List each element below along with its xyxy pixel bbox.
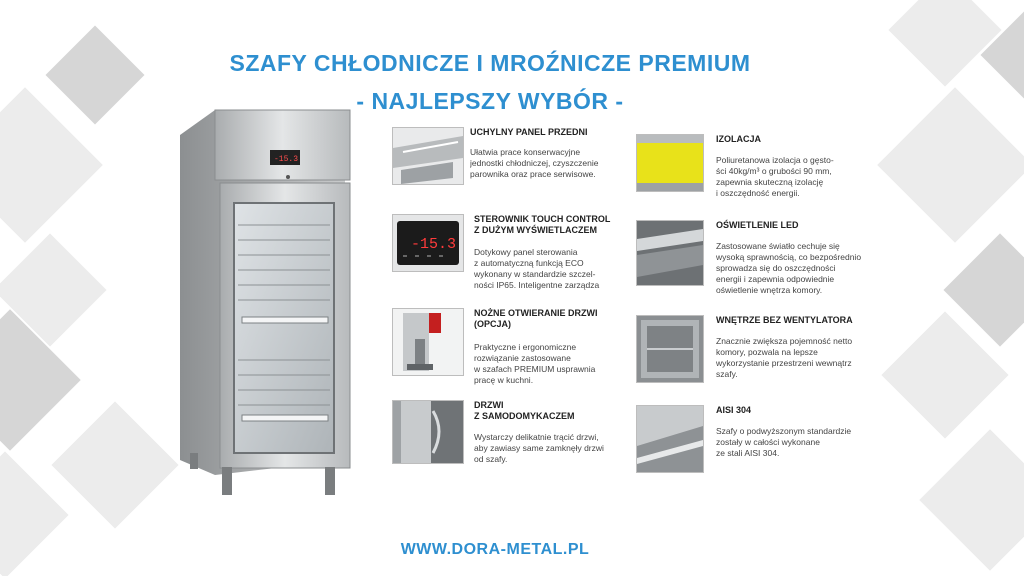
hinged-front-panel-photo-icon	[392, 127, 464, 185]
feature-led-lighting	[636, 220, 886, 300]
foot-pedal-door-photo-icon	[392, 308, 464, 376]
refrigerator-cabinet-image	[170, 105, 370, 505]
feature-description: Poliuretanowa izolacja o gęsto- ści 40kg/m³ o grubości 90 mm, zapewnia skuteczną izolację i oszczędność energii.	[716, 155, 834, 198]
feature-title: WNĘTRZE BEZ WENTYLATORA	[716, 315, 853, 325]
feature-foot-pedal-door	[392, 308, 632, 388]
page-title-line2: - NAJLEPSZY WYBÓR -	[356, 88, 624, 114]
feature-title: IZOLACJA	[716, 134, 761, 144]
page-title-line1: SZAFY CHŁODNICZE I MROŹNICZE PREMIUM	[229, 50, 751, 76]
feature-title: STEROWNIK TOUCH CONTROL Z DUŻYM WYŚWIETLACZEM	[474, 214, 611, 235]
feature-description: Praktyczne i ergonomiczne rozwiązanie zastosowane w szafach PREMIUM usprawnia pracę w kuchni.	[474, 342, 596, 385]
website-link[interactable]: WWW.DORA-METAL.PL	[400, 541, 590, 558]
feature-description: Szafy o podwyższonym standardzie zostały w całości wykonane ze stali AISI 304.	[716, 426, 852, 458]
feature-hinged-front-panel	[392, 127, 622, 197]
feature-aisi-304	[636, 405, 886, 475]
self-closing-door-photo-icon	[392, 400, 464, 464]
feature-title: UCHYLNY PANEL PRZEDNI	[470, 127, 588, 137]
feature-title: AISI 304	[716, 405, 752, 415]
touch-control-display-photo-icon	[392, 214, 464, 272]
led-light-photo-icon	[636, 220, 704, 286]
feature-description: Zastosowane światło cechuje się wysoką sprawnością, co bezpośrednio sprowadza się do oszczędności energii i zapewnia odpowiednie oświetlenie wnętrza komory.	[716, 241, 862, 295]
fanless-interior-photo-icon	[636, 315, 704, 383]
feature-insulation	[636, 134, 886, 206]
feature-self-closing-door	[392, 400, 632, 470]
feature-fanless-interior	[636, 315, 886, 385]
feature-touch-control	[392, 214, 632, 294]
feature-description: Wystarczy delikatnie trącić drzwi, aby zawiasy same zamknęły drzwi od szafy.	[474, 432, 604, 464]
feature-title: NOŻNE OTWIERANIE DRZWI (OPCJA)	[474, 308, 598, 329]
feature-title: OŚWIETLENIE LED	[716, 220, 799, 230]
insulation-photo-icon	[636, 134, 704, 192]
feature-description: Dotykowy panel sterowania z automatyczną funkcją ECO wykonany w standardzie szczel- ności IP65. Inteligentne zarządza	[474, 247, 600, 290]
display-readout: -15.3	[274, 155, 299, 164]
feature-title: DRZWI Z SAMODOMYKACZEM	[474, 400, 575, 421]
feature-description: Znacznie zwiększa pojemność netto komory, pozwala na lepsze wykorzystanie przestrzeni wewnątrz szafy.	[716, 336, 853, 379]
svg-text:-15.3: -15.3	[411, 236, 457, 253]
steel-sheet-photo-icon	[636, 405, 704, 473]
feature-description: Ułatwia prace konserwacyjne jednostki chłodniczej, czyszczenie parownika oraz prace serwisowe.	[470, 147, 599, 179]
